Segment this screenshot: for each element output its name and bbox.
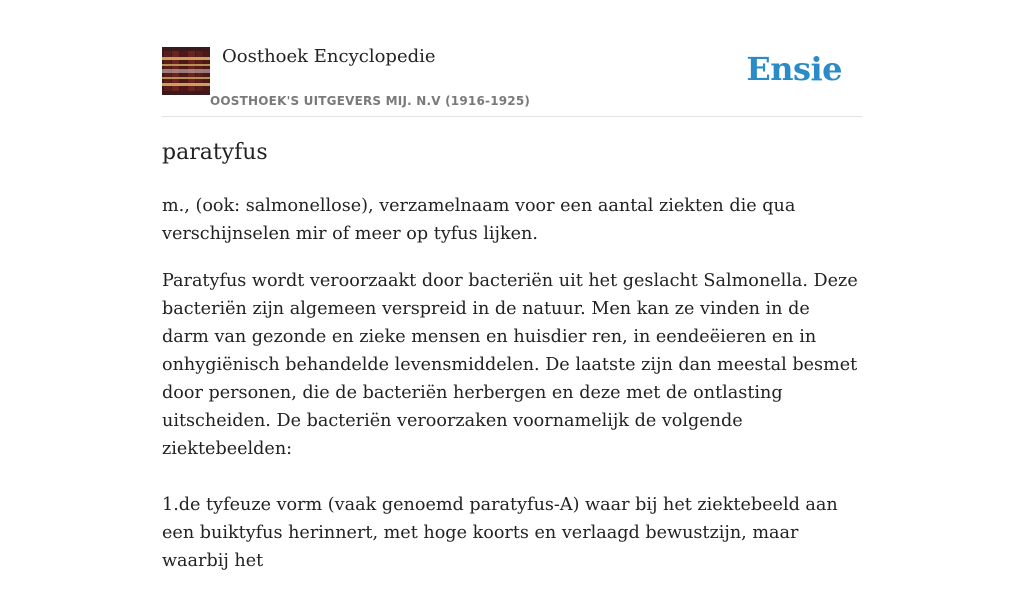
header xyxy=(162,0,862,117)
article-paragraph: m., (ook: salmonellose), verzamelnaam voor een aantal ziekten die qua verschijnselen mir of meer op tyfus lijken. xyxy=(162,196,796,244)
article-paragraph: Paratyfus wordt veroorzaakt door bacteriën uit het geslacht Salmonella. Deze bacteriën zijn algemeen verspreid in de natuur. Men kan ze vinden in de darm van gezonde en zieke mensen en huisdier ren, in eendeëieren en in onhygiënisch behandelde levensmiddelen. De laatste zijn dan meestal besmet door personen, die de bacteriën herbergen en deze met de ontlasting uitscheiden. De bacteriën veroorzaken voornamelijk de volgende ziektebeelden: xyxy=(162,271,858,459)
brand-logo-link[interactable]: Ensie xyxy=(746,50,842,88)
article-title: paratyfus xyxy=(162,140,268,165)
article-body xyxy=(162,192,862,594)
encyclopedia-books-icon[interactable] xyxy=(162,47,210,95)
source-subtitle: OOSTHOEK'S UITGEVERS MIJ. N.V (1916-1925) xyxy=(210,94,531,108)
article-list-item: 1.de tyfeuze vorm (vaak genoemd paratyfus-A) waar bij het ziektebeeld aan een buiktyfus herinnert, met hoge koorts en verlaagd bewustzijn, maar waarbij het xyxy=(162,495,838,571)
page xyxy=(162,0,862,571)
source-title[interactable]: Oosthoek Encyclopedie xyxy=(222,46,436,67)
